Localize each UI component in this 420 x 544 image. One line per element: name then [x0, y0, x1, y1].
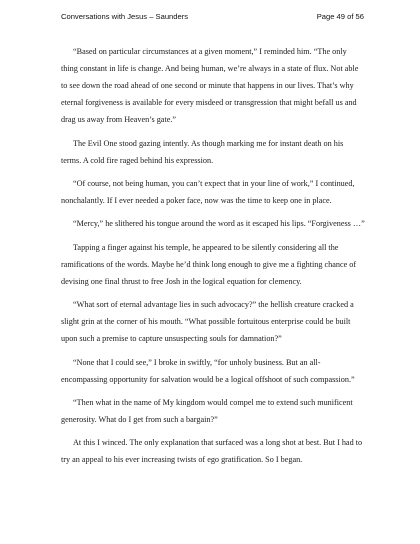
page-header [61, 12, 364, 26]
running-title: Conversations with Jesus – Saunders [61, 12, 189, 21]
paragraph: “Of course, not being human, you can’t expect that in your line of work,” I continued, nonchalantly. If I ever needed a poker face, now was the time to keep one in place. [61, 179, 355, 206]
paragraph: Tapping a finger against his temple, he appeared to be silently considering all the ramifications of the words. Maybe he’d think long enough to give me a fighting chance of devising one final thrust to free Josh in the logical equation for clemency. [61, 242, 357, 286]
paragraph: “Mercy,” he slithered his tongue around the word as it escaped his lips. “Forgiveness …” [73, 219, 365, 229]
paragraph: “What sort of eternal advantage lies in such advocacy?” the hellish creature cracked a slight grin at the corner of his mouth. “What possible fortuitous enterprise could be built upon such a premise to capture unsuspecting souls for damnation?” [61, 300, 354, 344]
paragraph: “None that I could see,” I broke in swiftly, “for unholy business. But an all-encompassing opportunity for salvation would be a logical offshoot of such compassion.” [61, 357, 355, 384]
paragraph: At this I winced. The only explanation that surfaced was a long shot at best. But I had to try an appeal to his ever increasing twists of ego gratification. So I began. [61, 438, 363, 465]
page-body [61, 43, 365, 475]
paragraph: The Evil One stood gazing intently. As though marking me for instant death on his terms. A cold fire raged behind his expression. [61, 138, 344, 165]
paragraph: “Based on particular circumstances at a given moment,” I reminded him. “The only thing constant in life is change. And being human, we’re always in a state of flux. Not able to see down the road ahead of one second or minute that happens in our lives. That’s why eternal forgiveness is available for every misdeed or transgression that might befall us and drag us away from Heaven’s gate.” [61, 47, 359, 125]
page-number: Page 49 of 56 [316, 12, 364, 21]
paragraph: “Then what in the name of My kingdom would compel me to extend such munificent generosity. What do I get from such a bargain?” [61, 398, 353, 425]
